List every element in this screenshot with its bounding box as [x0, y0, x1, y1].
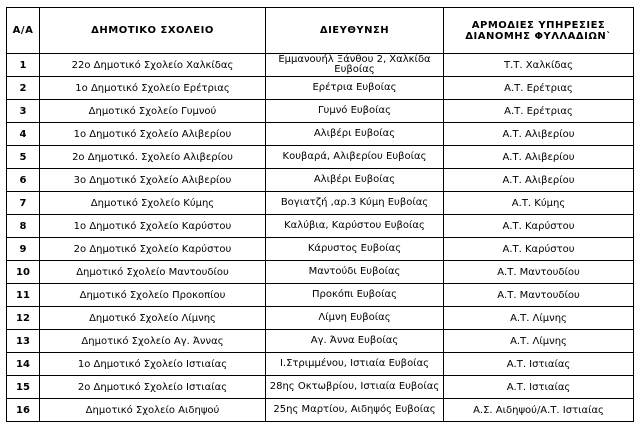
- school-address: Γυμνό Ευβοίας: [266, 100, 444, 123]
- distribution-service: Α.Τ. Αλιβερίου: [444, 123, 634, 146]
- header-school: ΔΗΜΟΤΙΚΟ ΣΧΟΛΕΙΟ: [40, 8, 266, 54]
- table-row: [7, 353, 634, 376]
- distribution-service: Α.Τ. Αλιβερίου: [444, 169, 634, 192]
- row-number: 1: [7, 54, 40, 77]
- school-address: Αλιβέρι Ευβοίας: [266, 169, 444, 192]
- header-address: ΔΙΕΥΘΥΝΣΗ: [266, 8, 444, 54]
- row-number: 16: [7, 399, 40, 422]
- school-name: 2ο Δημοτικό Σχολείο Καρύστου: [40, 238, 266, 261]
- table-row: [7, 192, 634, 215]
- distribution-service: Α.Τ. Λίμνης: [444, 307, 634, 330]
- distribution-service: Α.Τ. Ερέτριας: [444, 100, 634, 123]
- school-name: Δημοτικό Σχολείο Προκοπίου: [40, 284, 266, 307]
- row-number: 8: [7, 215, 40, 238]
- schools-table: [6, 7, 634, 422]
- school-name: Δημοτικό Σχολείο Κύμης: [40, 192, 266, 215]
- school-address: Αλιβέρι Ευβοίας: [266, 123, 444, 146]
- school-name: 1ο Δημοτικό Σχολείο Ιστιαίας: [40, 353, 266, 376]
- school-address: Καλύβια, Καρύστου Ευβοίας: [266, 215, 444, 238]
- school-address: Αγ. Άννα Ευβοίας: [266, 330, 444, 353]
- school-name: 1ο Δημοτικό Σχολείο Καρύστου: [40, 215, 266, 238]
- school-name: 2ο Δημοτικό Σχολείο Ιστιαίας: [40, 376, 266, 399]
- school-name: Δημοτικό Σχολείο Αγ. Άννας: [40, 330, 266, 353]
- table-body: [7, 54, 634, 422]
- table-row: [7, 284, 634, 307]
- row-number: 10: [7, 261, 40, 284]
- distribution-service: Α.Τ. Λίμνης: [444, 330, 634, 353]
- school-address: Μαντούδι Ευβοίας: [266, 261, 444, 284]
- table-row: [7, 54, 634, 77]
- school-name: Δημοτικό Σχολείο Αιδηψού: [40, 399, 266, 422]
- row-number: 9: [7, 238, 40, 261]
- school-name: 2ο Δημοτικό. Σχολείο Αλιβερίου: [40, 146, 266, 169]
- table-row: [7, 376, 634, 399]
- table-row: [7, 261, 634, 284]
- row-number: 13: [7, 330, 40, 353]
- table-row: [7, 169, 634, 192]
- school-address: Ι.Στριμμένου, Ιστιαία Ευβοίας: [266, 353, 444, 376]
- school-name: Δημοτικό Σχολείο Γυμνού: [40, 100, 266, 123]
- row-number: 14: [7, 353, 40, 376]
- school-address: 25ης Μαρτίου, Αιδηψός Ευβοίας: [266, 399, 444, 422]
- school-name: 3ο Δημοτικό Σχολείο Αλιβερίου: [40, 169, 266, 192]
- table-row: [7, 215, 634, 238]
- school-address: Βογιατζή ,αρ.3 Κύμη Ευβοίας: [266, 192, 444, 215]
- distribution-service: Α.Τ. Καρύστου: [444, 238, 634, 261]
- row-number: 7: [7, 192, 40, 215]
- table-row: [7, 100, 634, 123]
- distribution-service: Α.Τ. Ιστιαίας: [444, 353, 634, 376]
- school-name: Δημοτικό Σχολείο Μαντουδίου: [40, 261, 266, 284]
- school-address: Προκόπι Ευβοίας: [266, 284, 444, 307]
- table-header: [7, 8, 634, 54]
- school-address: Εμμανουήλ Ξάνθου 2, Χαλκίδα Ευβοίας: [266, 54, 444, 77]
- distribution-service: Α.Τ. Κύμης: [444, 192, 634, 215]
- table-row: [7, 146, 634, 169]
- school-address: Κουβαρά, Αλιβερίου Ευβοίας: [266, 146, 444, 169]
- distribution-service: Α.Σ. Αιδηψού/Α.Τ. Ιστιαίας: [444, 399, 634, 422]
- school-address: Λίμνη Ευβοίας: [266, 307, 444, 330]
- row-number: 4: [7, 123, 40, 146]
- distribution-service: Τ.Τ. Χαλκίδας: [444, 54, 634, 77]
- distribution-service: Α.Τ. Αλιβερίου: [444, 146, 634, 169]
- table-row: [7, 307, 634, 330]
- header-service: ΑΡΜΟΔΙΕΣ ΥΠΗΡΕΣΙΕΣ ΔΙΑΝΟΜΗΣ ΦΥΛΛΑΔΙΩΝ`: [444, 8, 634, 54]
- row-number: 15: [7, 376, 40, 399]
- header-aa: Α/Α: [7, 8, 40, 54]
- distribution-service: Α.Τ. Μαντουδίου: [444, 261, 634, 284]
- school-address: Κάρυστος Ευβοίας: [266, 238, 444, 261]
- table-row: [7, 399, 634, 422]
- page: [0, 7, 640, 422]
- school-name: 22ο Δημοτικό Σχολείο Χαλκίδας: [40, 54, 266, 77]
- distribution-service: Α.Τ. Ιστιαίας: [444, 376, 634, 399]
- row-number: 6: [7, 169, 40, 192]
- school-address: Ερέτρια Ευβοίας: [266, 77, 444, 100]
- distribution-service: Α.Τ. Ερέτριας: [444, 77, 634, 100]
- row-number: 5: [7, 146, 40, 169]
- row-number: 3: [7, 100, 40, 123]
- table-row: [7, 77, 634, 100]
- row-number: 2: [7, 77, 40, 100]
- header-row: [7, 8, 634, 54]
- row-number: 12: [7, 307, 40, 330]
- school-name: 1ο Δημοτικό Σχολείο Ερέτριας: [40, 77, 266, 100]
- school-address: 28ης Οκτωβρίου, Ιστιαία Ευβοίας: [266, 376, 444, 399]
- school-name: 1ο Δημοτικό Σχολείο Αλιβερίου: [40, 123, 266, 146]
- distribution-service: Α.Τ. Καρύστου: [444, 215, 634, 238]
- table-row: [7, 123, 634, 146]
- table-row: [7, 330, 634, 353]
- table-row: [7, 238, 634, 261]
- distribution-service: Α.Τ. Μαντουδίου: [444, 284, 634, 307]
- row-number: 11: [7, 284, 40, 307]
- school-name: Δημοτικό Σχολείο Λίμνης: [40, 307, 266, 330]
